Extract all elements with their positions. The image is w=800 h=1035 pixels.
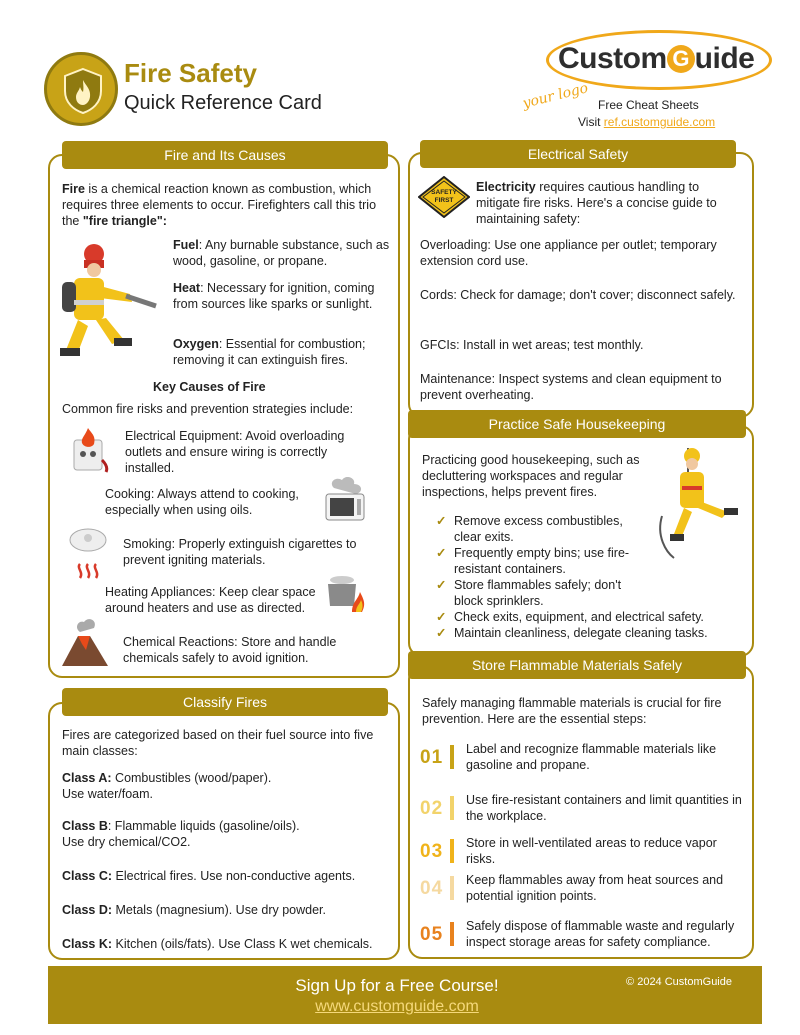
brand-suffix: uide <box>694 42 755 75</box>
footer-url-link[interactable]: www.customguide.com <box>315 998 479 1015</box>
step-number: 02 <box>420 798 444 819</box>
volcano-icon <box>60 616 110 673</box>
step-number: 01 <box>420 747 444 768</box>
fire-intro-bold: Fire <box>62 182 85 196</box>
step-bar <box>450 922 454 946</box>
fire-triangle-label: "fire triangle": <box>82 214 167 228</box>
electrical-item-overloading: Overloading: Use one appliance per outlet; temporary extension cord use. <box>420 238 717 268</box>
heat-item <box>173 280 391 312</box>
electrical-item-maintenance: Maintenance: Inspect systems and clean equipment to prevent overheating. <box>420 372 722 402</box>
step-number: 05 <box>420 924 444 945</box>
oxygen-text: : Essential for combustion; removing it can extinguish fires. <box>173 337 366 367</box>
key-causes-heading: Key Causes of Fire <box>153 380 266 394</box>
page-title: Fire Safety <box>124 58 257 88</box>
class-a-line2: Use water/foam. <box>62 787 154 801</box>
check-text: Check exits, equipment, and electrical safety. <box>454 610 704 624</box>
check-text: Store flammables safely; don't block sprinklers. <box>454 578 622 608</box>
class-b-text: : Flammable liquids (gasoline/oils). <box>107 819 300 833</box>
class-a-label: Class A: <box>62 771 112 785</box>
step-text: Keep flammables away from heat sources and potential ignition points. <box>466 873 724 903</box>
footer-cta[interactable]: Sign Up for a Free Course! <box>295 976 499 995</box>
class-k-text: Kitchen (oils/fats). Use Class K wet chemicals. <box>112 937 373 951</box>
electrical-intro <box>476 179 746 227</box>
fuel-label: Fuel <box>173 238 199 252</box>
class-a-text: Combustibles (wood/paper). <box>111 771 272 785</box>
check-icon: ✓ <box>436 626 447 640</box>
step-text: Label and recognize flammable materials like gasoline and propane. <box>466 742 717 772</box>
page-subtitle: Quick Reference Card <box>124 92 322 114</box>
brand-g-badge: G <box>667 45 695 73</box>
fire-shield-icon <box>44 52 118 126</box>
your-logo-note: your logo <box>521 80 590 112</box>
cause-chemical: Chemical Reactions: Store and handle chemicals safely to avoid ignition. <box>123 635 337 665</box>
cause-electrical: Electrical Equipment: Avoid overloading outlets and ensure wiring is correctly installed. <box>125 429 345 475</box>
firefighter-hose-icon <box>52 240 162 370</box>
step-bar <box>450 876 454 900</box>
housekeeping-check-2 <box>432 545 642 577</box>
class-k <box>62 936 392 952</box>
flammables-intro: Safely managing flammable materials is crucial for fire prevention. Here are the essential steps: <box>422 696 722 726</box>
housekeeping-check-4 <box>432 609 722 625</box>
class-c <box>62 868 392 884</box>
step-text: Safely dispose of flammable waste and regularly inspect storage areas for safety compliance. <box>466 919 735 949</box>
microwave-smoke-icon <box>322 474 368 527</box>
visit-line <box>578 115 715 129</box>
oxygen-item <box>173 336 391 368</box>
fire-intro-text: is a chemical reaction known as combustion, which requires three elements to occur. Firefighters call this trio the <box>62 182 377 228</box>
cause-cooking: Cooking: Always attend to cooking, especially when using oils. <box>105 487 299 517</box>
electrical-intro-text: requires cautious handling to mitigate fire risks. Here's a concise guide to maintaining safety: <box>476 180 717 226</box>
check-icon: ✓ <box>436 514 447 528</box>
electrical-intro-bold: Electricity <box>476 180 536 194</box>
step-number: 03 <box>420 841 444 862</box>
class-d-text: Metals (magnesium). Use dry powder. <box>112 903 326 917</box>
housekeeping-checklist <box>432 513 722 641</box>
housekeeping-check-5 <box>432 625 722 641</box>
oxygen-label: Oxygen <box>173 337 219 351</box>
housekeeping-check-3 <box>432 577 647 609</box>
housekeeping-check-1 <box>432 513 647 545</box>
electrical-fire-icon <box>66 426 110 479</box>
pot-fire-icon <box>322 572 368 621</box>
electrical-heading: Electrical Safety <box>420 140 736 168</box>
fire-intro <box>62 181 392 229</box>
fire-causes-heading: Fire and Its Causes <box>62 141 388 169</box>
step-number: 04 <box>420 878 444 899</box>
cause-heating: Heating Appliances: Keep clear space around heaters and use as directed. <box>105 585 316 615</box>
check-icon: ✓ <box>436 610 447 624</box>
cause-smoking: Smoking: Properly extinguish cigarettes to prevent igniting materials. <box>123 537 357 567</box>
housekeeping-heading: Practice Safe Housekeeping <box>408 410 746 438</box>
brand-wordmark <box>558 42 754 76</box>
key-causes-intro: Common fire risks and prevention strategies include: <box>62 402 354 416</box>
check-text: Remove excess combustibles, clear exits. <box>454 514 623 544</box>
class-b-label: Class B <box>62 819 108 833</box>
class-b <box>62 818 392 850</box>
heat-text: : Necessary for ignition, coming from sources like sparks or sunlight. <box>173 281 375 311</box>
class-d-label: Class D: <box>62 903 113 917</box>
classify-intro: Fires are categorized based on their fuel source into five main classes: <box>62 728 374 758</box>
step-bar <box>450 745 454 769</box>
electrical-item-cords: Cords: Check for damage; don't cover; disconnect safely. <box>420 288 736 302</box>
step-bar <box>450 796 454 820</box>
safety-first-sign-icon <box>418 176 470 223</box>
fuel-text: : Any burnable substance, such as wood, gasoline, or propane. <box>173 238 390 268</box>
class-c-text: Electrical fires. Use non-conductive agents. <box>112 869 356 883</box>
step-bar <box>450 839 454 863</box>
check-text: Frequently empty bins; use fire-resistant containers. <box>454 546 630 576</box>
smoke-detector-icon <box>66 526 110 591</box>
visit-link[interactable]: ref.customguide.com <box>603 115 716 129</box>
housekeeping-intro: Practicing good housekeeping, such as decluttering workspaces and regular inspections, helps prevent fires. <box>422 453 640 499</box>
cheat-sheets-label: Free Cheat Sheets <box>598 98 699 112</box>
class-a <box>62 770 392 802</box>
class-d <box>62 902 392 918</box>
class-k-label: Class K: <box>62 937 113 951</box>
flammables-heading: Store Flammable Materials Safely <box>408 651 746 679</box>
footer-copyright: © 2024 CustomGuide <box>626 976 732 988</box>
step-text: Use fire-resistant containers and limit quantities in the workplace. <box>466 793 742 823</box>
step-text: Store in well-ventilated areas to reduce vapor risks. <box>466 836 717 866</box>
class-c-label: Class C: <box>62 869 113 883</box>
class-b-line2: Use dry chemical/CO2. <box>62 835 191 849</box>
heat-label: Heat <box>173 281 201 295</box>
safety-first-text: SAFETY FIRST <box>431 189 457 204</box>
brand-prefix: Custom <box>558 42 667 75</box>
classify-heading: Classify Fires <box>62 688 388 716</box>
visit-label: Visit <box>578 115 601 129</box>
check-icon: ✓ <box>436 546 447 560</box>
check-text: Maintain cleanliness, delegate cleaning tasks. <box>454 626 708 640</box>
check-icon: ✓ <box>436 578 447 592</box>
electrical-item-gfci: GFCIs: Install in wet areas; test monthly. <box>420 338 644 352</box>
fuel-item <box>173 237 391 269</box>
footer-banner <box>48 966 762 1024</box>
